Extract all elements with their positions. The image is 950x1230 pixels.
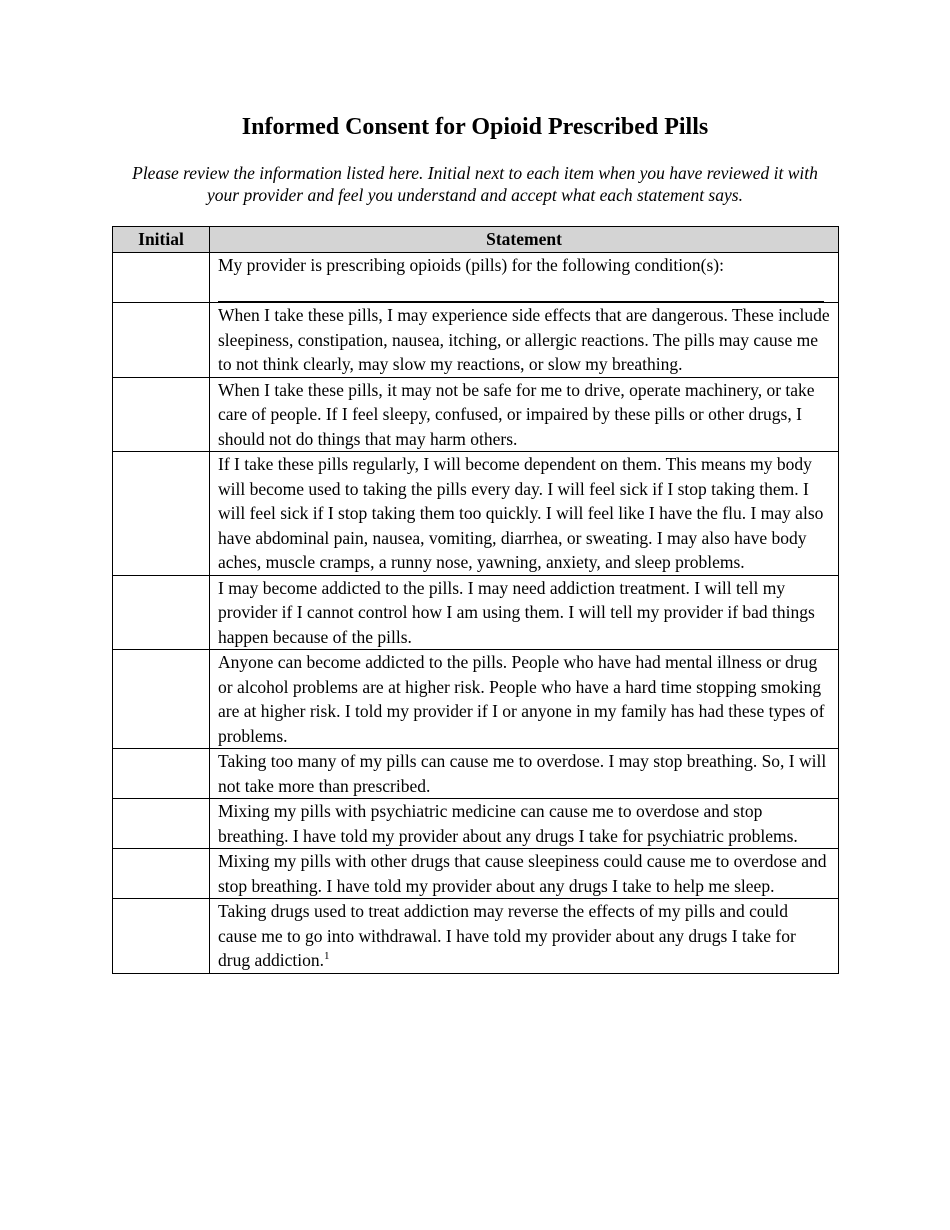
statement-cell: If I take these pills regularly, I will become dependent on them. This means my body will become used to taking the pills every day. I will feel sick if I stop taking them. I will feel sick if I stop taking them too quickly. I will feel like I have the flu. I may also have abdominal pain, nausea, vomiting, diarrhea, or sweating. I may also have body aches, muscle cramps, a runny nose, yawning, anxiety, and sleep problems.: [210, 452, 839, 576]
statement-cell: I may become addicted to the pills. I may need addiction treatment. I will tell my provider if I cannot control how I am using them. I will tell my provider if bad things happen because of the pills.: [210, 575, 839, 650]
statement-cell: When I take these pills, it may not be safe for me to drive, operate machinery, or take care of people. If I feel sleepy, confused, or impaired by these pills or other drugs, I should not do things that may harm others.: [210, 377, 839, 452]
instructions-text: Please review the information listed here. Initial next to each item when you have reviewed it with your provider and feel you understand and accept what each statement says.: [132, 163, 818, 205]
initial-field[interactable]: [113, 452, 210, 576]
initial-field[interactable]: [113, 303, 210, 378]
initial-field[interactable]: [113, 650, 210, 749]
table-row: [113, 377, 839, 452]
initial-field[interactable]: [113, 377, 210, 452]
table-row: [113, 899, 839, 974]
statement-cell: When I take these pills, I may experience side effects that are dangerous. These include sleepiness, constipation, nausea, itching, or allergic reactions. The pills may cause me to not think clearly, may slow my reactions, or slow my breathing.: [210, 303, 839, 378]
document-title: Informed Consent for Opioid Prescribed Pills: [241, 114, 709, 140]
initial-field[interactable]: [113, 849, 210, 899]
table-row: [113, 252, 839, 303]
initial-field[interactable]: [113, 252, 210, 303]
table-row: [113, 849, 839, 899]
initial-field[interactable]: [113, 799, 210, 849]
statement-cell: Mixing my pills with other drugs that cause sleepiness could cause me to overdose and stop breathing. I have told my provider about any drugs I take to help me sleep.: [210, 849, 839, 899]
footnote-marker: 1: [323, 950, 330, 962]
table-row: [113, 303, 839, 378]
statement-column-header: Statement: [210, 227, 839, 253]
initial-field[interactable]: [113, 899, 210, 974]
consent-table: [112, 226, 839, 974]
table-header-row: [113, 227, 839, 253]
initial-column-header: Initial: [113, 227, 210, 253]
statement-text: My provider is prescribing opioids (pills) for the following condition(s):: [218, 254, 724, 275]
initial-field[interactable]: [113, 749, 210, 799]
table-row: [113, 799, 839, 849]
table-row: [113, 575, 839, 650]
table-row: [113, 650, 839, 749]
table-row: [113, 749, 839, 799]
statement-text: Taking drugs used to treat addiction may reverse the effects of my pills and could cause me to go into withdrawal. I have told my provider about any drugs I take for drug addiction.: [218, 901, 796, 970]
statement-cell: Anyone can become addicted to the pills. People who have had mental illness or drug or alcohol problems are at higher risk. People who have a hard time stopping smoking are at higher risk. I told my provider if I or anyone in my family has had these types of problems.: [210, 650, 839, 749]
initial-field[interactable]: [113, 575, 210, 650]
statement-cell: [210, 252, 839, 303]
statement-cell: Mixing my pills with psychiatric medicine can cause me to overdose and stop breathing. I have told my provider about any drugs I take for psychiatric problems.: [210, 799, 839, 849]
statement-cell: Taking too many of my pills can cause me to overdose. I may stop breathing. So, I will not take more than prescribed.: [210, 749, 839, 799]
table-row: [113, 452, 839, 576]
statement-cell: [210, 899, 839, 974]
